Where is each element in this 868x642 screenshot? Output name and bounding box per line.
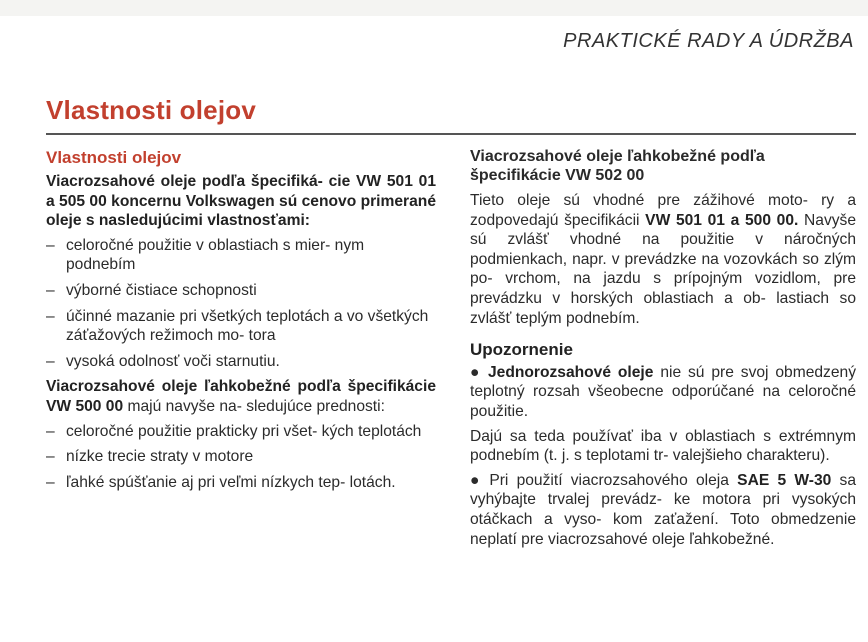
warning-3-c: sa vyhýbajte trvalej prevádz- ke motora pri vysokých otáčkach a vyso- kom zaťažení. Toto obmedzenie neplatí pre viacrozsahové oleje ľahkobežné.: [470, 471, 856, 548]
list-item: [46, 422, 436, 442]
dash-marker: –: [46, 422, 55, 440]
list-item-text: ľahké spúšťanie aj pri veľmi nízkych tep- lotách.: [66, 473, 396, 491]
dash-marker: –: [46, 448, 55, 466]
dash-marker: –: [46, 352, 55, 370]
spec-text-c: Navyše sú zvlášť vhodné na použitie v náročných podmienkach, napr. v prevádzke na vozovkách so zlým po- vrchom, na jazdu s prípojným vozidlom, pre prevádzku v horských oblastiach a ob- lastiach so zvlášť teplým podnebím.: [470, 211, 857, 327]
list-item-text: celoročné použitie v oblastiach s mier- nym podnebím: [66, 236, 365, 274]
bullet-icon: ●: [470, 471, 484, 489]
list-item: [46, 307, 436, 346]
advantages-intro-rest: majú navyše na- sledujúce prednosti:: [123, 397, 385, 415]
list-item: [46, 447, 436, 467]
section-title: Vlastnosti olejov: [46, 148, 182, 167]
page-top-edge: [0, 0, 868, 16]
list-item: [46, 236, 436, 275]
spec-text-bold: VW 501 01 a 500 00.: [645, 211, 799, 229]
advantages-intro: [46, 377, 436, 416]
dash-marker: –: [46, 307, 55, 325]
dash-marker: –: [46, 281, 55, 299]
chapter-divider: [46, 133, 856, 135]
list-item-text: účinné mazanie pri všetkých teplotách a vo všetkých záťažových režimoch mo- tora: [66, 307, 429, 345]
warning-paragraph-3: [470, 471, 856, 549]
list-item: [46, 352, 436, 372]
warning-1-rest: nie sú pre svoj obmedzený teplotný rozsah všeobecne odporúčané na celoročné použitie.: [470, 363, 856, 420]
advantages-list: [46, 422, 436, 493]
list-item-text: výborné čistiace schopnosti: [66, 281, 257, 299]
intro-heading: Viacrozsahové oleje podľa špecifiká- cie VW 501 01 a 505 00 koncernu Volkswagen sú cenovo primerané oleje s nasledujúcimi vlastnosťami:: [46, 173, 436, 230]
properties-list: [46, 236, 436, 372]
list-item: [46, 281, 436, 301]
advantages-intro-bold: Viacrozsahové oleje ľahkobežné podľa špecifikácie VW 500 00: [46, 378, 436, 415]
warning-paragraph-2: Dajú sa teda používať iba v oblastiach s extrémnym podnebím (t. j. s teplotami tr- valejšieho charakteru).: [470, 427, 856, 465]
warning-paragraph-1: [470, 363, 856, 422]
spec-heading: Viacrozsahové oleje ľahkobežné podľa špecifikácie VW 502 00: [470, 148, 765, 184]
dash-marker: –: [46, 236, 55, 254]
chapter-title: Vlastnosti olejov: [46, 95, 257, 125]
warning-3-a: Pri použití viacrozsahového oleja: [489, 471, 738, 489]
warning-1-bold: Jednorozsahové oleje: [487, 363, 654, 381]
list-item-text: vysoká odolnosť voči starnutiu.: [66, 352, 280, 370]
list-item: [46, 473, 436, 493]
warning-title: Upozornenie: [470, 340, 573, 360]
bullet-icon: ●: [470, 363, 482, 381]
warning-3-bold: SAE 5 W-30: [737, 471, 832, 489]
running-header: PRAKTICKÉ RADY A ÚDRŽBA: [563, 30, 854, 52]
left-column: [46, 147, 436, 498]
right-column: [470, 147, 856, 554]
spec-text-a: Tieto oleje sú vhodné pre zážihové moto- ry a zodpovedajú špecifikácii: [470, 192, 856, 229]
list-item-text: nízke trecie straty v motore: [66, 448, 254, 466]
list-item-text: celoročné použitie prakticky pri všet- kých teplotách: [66, 422, 422, 440]
dash-marker: –: [46, 473, 55, 491]
spec-paragraph: [470, 191, 856, 328]
